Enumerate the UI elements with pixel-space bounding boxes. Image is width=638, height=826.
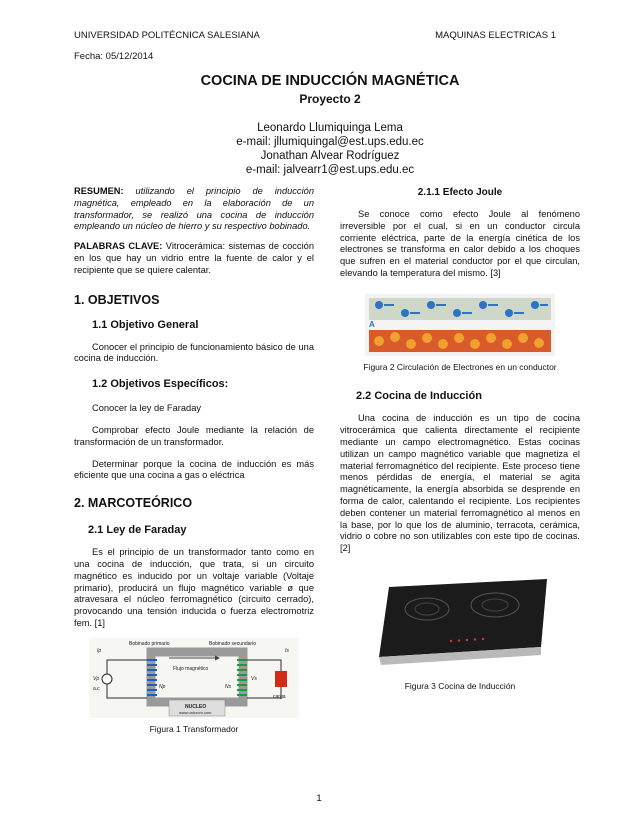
label-flux: Flujo magnético bbox=[173, 665, 209, 672]
label-site: www.unicrom.com bbox=[179, 709, 212, 715]
figure-2-caption: Figura 2 Circulación de Electrones en un conductor bbox=[363, 361, 557, 372]
abstract-text: utilizando el principio de inducción magnética, empleado en la elaboración de un transformador, se realizó una cocina de inducción empleando un núcleo de hierro y su respectivo bobinado. bbox=[74, 186, 314, 232]
section-heading-marco-teorico: 2. MARCOTEÓRICO bbox=[74, 496, 193, 511]
page-number: 1 bbox=[316, 793, 322, 804]
author-email: e-mail: jllumiquingal@est.ups.edu.ec bbox=[236, 136, 424, 148]
label-load: carga bbox=[273, 693, 286, 700]
paragraph-objetivo-general: Conocer el principio de funcionamiento básico de una cocina de inducción. bbox=[74, 341, 314, 364]
paragraph-efecto-joule: Se conoce como efecto Joule al fenómeno irreversible por el cual, si en un conductor circula corriente eléctrica, parte de la energía cinética de los electrones se transforma en calor debido a los choques que sufren en el material conductor por el que circulan, elevando la temperatura del mismo. [3] bbox=[340, 209, 580, 278]
figure-induction-cooktop bbox=[340, 565, 580, 693]
induction-cooktop-image bbox=[365, 565, 555, 675]
paragraph-ley-faraday: Es el principio de un transformador tanto como en una cocina de inducción, que trata, si un circuito magnético es inducido por un voltaje variable (Voltaje primario), producirá un flujo magnético variable ø que atravesara el núcleo ferromagnético (circuito cerrado), provocando una tensión inducida o fuerza electromotriz fem. [1] bbox=[74, 547, 314, 628]
label-np: Np bbox=[159, 683, 166, 690]
figure-3-caption: Figura 3 Cocina de Inducción bbox=[404, 680, 516, 691]
title-block bbox=[74, 72, 586, 177]
subsection-heading-ley-faraday: 2.1 Ley de Faraday bbox=[88, 524, 187, 537]
label-ac: a.c bbox=[93, 685, 100, 692]
paragraph-objetivo-1: Conocer la ley de Faraday bbox=[92, 403, 202, 414]
paragraph-objetivo-3: Determinar porque la cocina de inducción es más eficiente que una cocina a gas o eléctrica bbox=[74, 458, 314, 481]
paper-title: COCINA DE INDUCCIÓN MAGNÉTICA bbox=[200, 73, 460, 89]
author-email: e-mail: jalvearr1@est.ups.edu.ec bbox=[245, 164, 415, 176]
label-is: Is bbox=[285, 647, 289, 654]
figure-electrons bbox=[340, 294, 580, 374]
author-name: Jonathan Alvear Rodríguez bbox=[260, 150, 400, 162]
subsection-heading-objetivo-general: 1.1 Objetivo General bbox=[92, 318, 199, 331]
paragraph-cocina-induccion: Una cocina de inducción es un tipo de cocina vitrocerámica que calienta directamente el recipiente mediante un campo electromagnético. Estas cocinas utilizan un campo magnético variable que magnetiza el material ferromagnético del recipiente. Este proceso tiene menos pérdidas de energía, el material se agita magnéticamente, la energía absorbida se desprende en forma de calor, calentando el recipiente. Los recipientes deben contener un material ferromagnético al menos en la base, por lo que los de aluminio, terracota, cerámica, vidrio o cobre no son utilizables con este tipo de cocinas.[2] bbox=[340, 413, 580, 554]
document-date: Fecha: 05/12/2014 bbox=[74, 51, 154, 62]
abstract-label: RESUMEN: bbox=[74, 186, 124, 196]
running-header-left: UNIVERSIDAD POLITÉCNICA SALESIANA bbox=[74, 30, 260, 41]
label-vs: Vs bbox=[251, 675, 257, 682]
author-name: Leonardo Llumiquinga Lema bbox=[257, 122, 403, 134]
label-core: NUCLEO bbox=[185, 703, 207, 710]
subsection-heading-objetivos-especificos: 1.2 Objetivos Específicos: bbox=[92, 378, 229, 391]
label-primary-winding: Bobinado primario bbox=[129, 640, 170, 647]
author-block bbox=[74, 121, 586, 177]
subsection-heading-cocina-induccion: 2.2 Cocina de Inducción bbox=[356, 390, 482, 403]
label-secondary-winding: Bobinado secundario bbox=[209, 640, 256, 647]
abstract bbox=[74, 186, 314, 233]
running-header-right: MAQUINAS ELECTRICAS 1 bbox=[435, 30, 556, 41]
keywords-label: PALABRAS CLAVE: bbox=[74, 241, 163, 252]
right-column bbox=[340, 186, 580, 693]
keywords-text: Vitrocerámica: sistemas de cocción en los que hay un vidrio entre la fuente de calor y el recipiente que se quiere calentar. bbox=[74, 241, 314, 275]
label-ip: Ip bbox=[97, 647, 102, 654]
load-resistor bbox=[275, 671, 287, 687]
paper-subtitle: Proyecto 2 bbox=[299, 92, 361, 106]
electron-flow-diagram bbox=[365, 294, 555, 356]
transformer-diagram bbox=[89, 638, 299, 718]
figure-transformer bbox=[74, 638, 314, 736]
label-vp: Vp bbox=[93, 675, 100, 682]
figure-1-caption: Figura 1 Transformador bbox=[149, 723, 239, 734]
label-a: A bbox=[369, 319, 375, 329]
left-column bbox=[74, 186, 314, 735]
label-ns: Ns bbox=[225, 683, 232, 690]
subsection-heading-efecto-joule: 2.1.1 Efecto Joule bbox=[417, 187, 503, 198]
keywords bbox=[74, 241, 314, 276]
section-heading-objetivos: 1. OBJETIVOS bbox=[74, 292, 160, 307]
paragraph-objetivo-2: Comprobar efecto Joule mediante la relación de transformación de un transformador. bbox=[74, 424, 314, 447]
